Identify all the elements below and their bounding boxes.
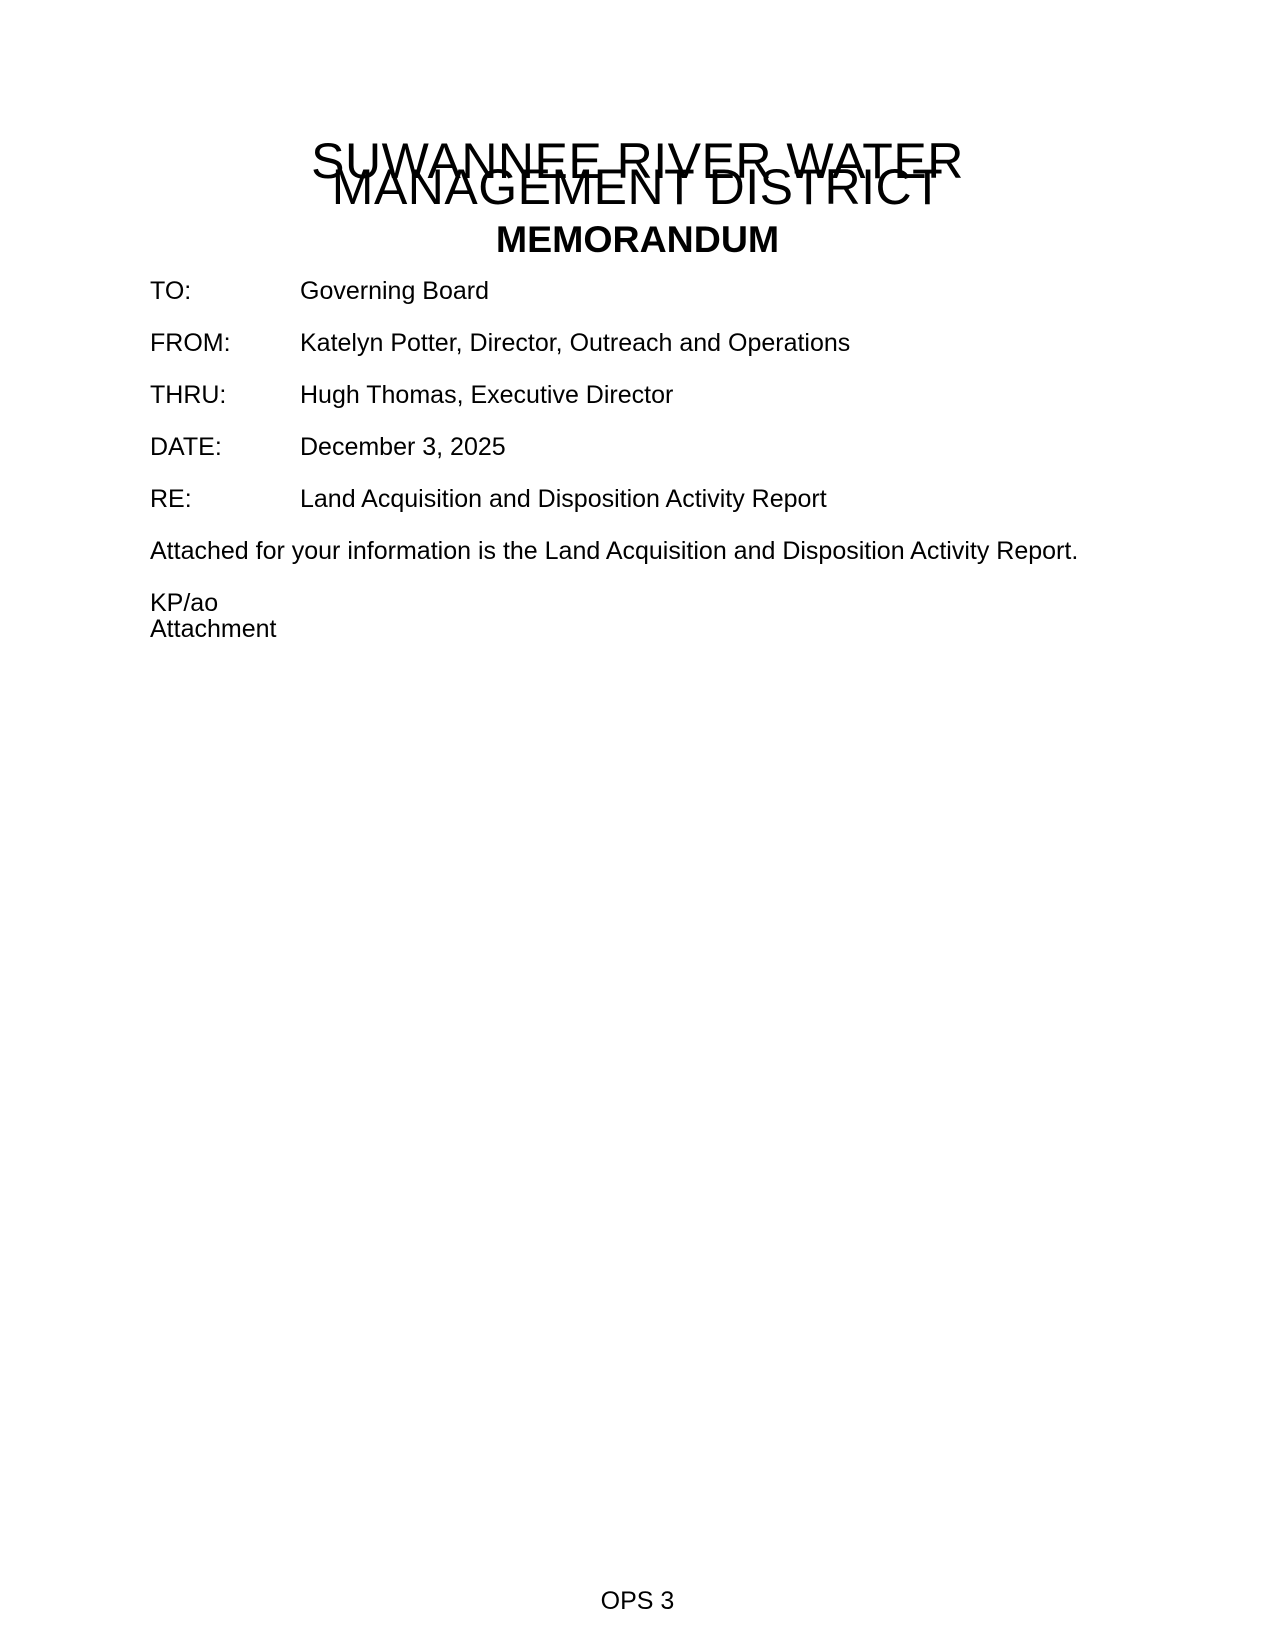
memo-body-paragraph: Attached for your information is the Land Acquisition and Disposition Activity Report. <box>150 537 1079 565</box>
memo-field-date <box>150 434 1125 460</box>
date-label: DATE: <box>150 433 222 461</box>
memo-field-thru <box>150 382 1125 408</box>
document-type-heading: MEMORANDUM <box>495 218 780 260</box>
initials-line: KP/ao <box>150 589 219 617</box>
thru-label: THRU: <box>150 381 227 409</box>
date-value: December 3, 2025 <box>300 433 506 461</box>
re-value: Land Acquisition and Disposition Activity Report <box>300 485 827 513</box>
from-value: Katelyn Potter, Director, Outreach and Operations <box>300 329 851 357</box>
memo-field-from <box>150 330 1125 356</box>
memo-field-re <box>150 486 1125 512</box>
attachment-note: Attachment <box>150 615 277 643</box>
memo-field-to <box>150 278 1125 304</box>
signature-block <box>150 590 1125 642</box>
page-footer: OPS 3 <box>600 1587 675 1615</box>
to-label: TO: <box>150 277 192 305</box>
to-value: Governing Board <box>300 277 490 305</box>
organization-title: SUWANNEE RIVER WATER MANAGEMENT DISTRICT <box>311 133 964 215</box>
thru-value: Hugh Thomas, Executive Director <box>300 381 674 409</box>
from-label: FROM: <box>150 329 231 357</box>
re-label: RE: <box>150 485 192 513</box>
memo-content <box>150 133 1125 643</box>
